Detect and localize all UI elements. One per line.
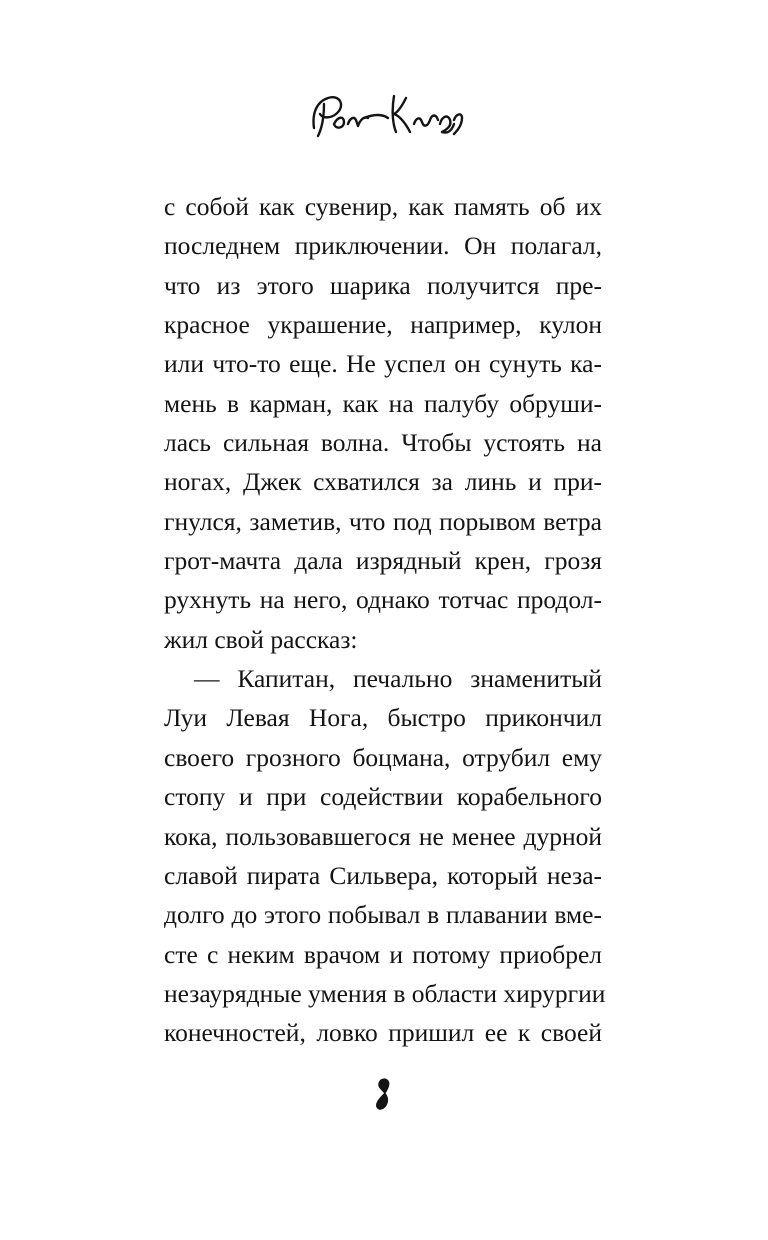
text-line: конечностей, ловко пришил ее к своей [164, 1018, 602, 1048]
text-line: сте с неким врачом и потому приобрел [164, 939, 602, 969]
running-head-signature [294, 84, 474, 148]
text-line: лась сильная волна. Чтобы устоять на [164, 428, 602, 458]
text-line: ногах, Джек схватился за линь и при- [164, 467, 602, 497]
text-line: последнем приключении. Он полагал, [164, 231, 602, 261]
page-number [0, 1075, 768, 1120]
text-line: рухнуть на него, однако тотчас продол- [164, 585, 602, 615]
text-line: своего грозного боцмана, отрубил ему [164, 742, 602, 772]
text-line: красное украшение, например, кулон [164, 310, 602, 340]
text-line: славой пирата Сильвера, который неза- [164, 860, 602, 890]
text-line: — Капитан, печально знаменитый [194, 664, 602, 694]
text-line: долго до этого побывал в плавании вме- [164, 900, 602, 930]
text-line: Луи Левая Нога, быстро прикончил [164, 703, 602, 733]
body-text [164, 187, 606, 1053]
text-line: или что-то еще. Не успел он сунуть ка- [164, 349, 602, 379]
text-line: кока, пользовавшегося не менее дурной [164, 821, 602, 851]
page-number-glyph [371, 1075, 397, 1115]
text-line: гнулся, заметив, что под порывом ветра [164, 506, 602, 536]
running-head [0, 84, 768, 153]
text-line: грот-мачта дала изрядный крен, грозя [164, 546, 602, 576]
text-line: стопу и при содействии корабельного [164, 782, 602, 812]
text-line: с собой как сувенир, как память об их [164, 192, 602, 221]
text-line: что из этого шарика получится пре- [164, 270, 602, 300]
text-line: жил свой рассказ: [164, 624, 358, 654]
text-line: незаурядные умения в области хирургии [164, 978, 606, 1008]
text-line: мень в карман, как на палубу обруши- [164, 388, 602, 418]
